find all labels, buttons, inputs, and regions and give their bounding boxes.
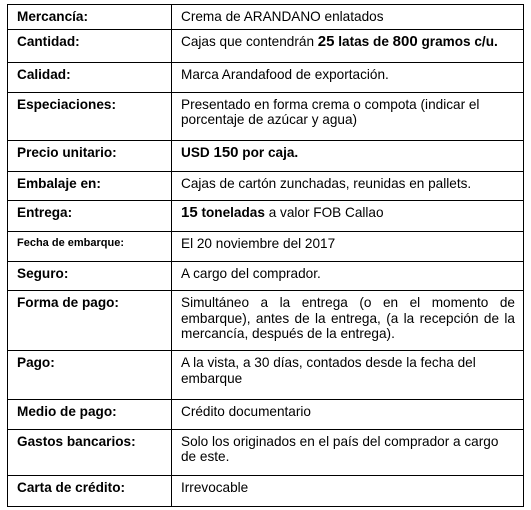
- row-value: Irrevocable: [172, 476, 524, 507]
- value-text: Cajas que contendrán: [181, 34, 318, 50]
- row-label: Especiaciones:: [8, 92, 172, 141]
- row-value: [172, 141, 524, 172]
- table-row: [8, 232, 524, 262]
- table-row: [8, 400, 524, 430]
- row-value: Crédito documentario: [172, 400, 524, 430]
- table-row: [8, 30, 524, 63]
- row-label: Mercancía:: [8, 5, 172, 30]
- table-row: [8, 291, 524, 351]
- table-row: [8, 92, 524, 141]
- row-value: [172, 30, 524, 63]
- row-label: Seguro:: [8, 261, 172, 291]
- row-label: Cantidad:: [8, 30, 172, 63]
- value-text-bold: latas de: [334, 34, 393, 50]
- row-label: Embalaje en:: [8, 171, 172, 201]
- row-value: Cajas de cartón zunchadas, reunidas en pallets.: [172, 171, 524, 201]
- row-label: Pago:: [8, 351, 172, 400]
- row-label: Forma de pago:: [8, 291, 172, 351]
- row-value: Marca Arandafood de exportación.: [172, 63, 524, 93]
- row-value: El 20 noviembre del 2017: [172, 232, 524, 262]
- table-row: [8, 5, 524, 30]
- specification-sheet: [7, 4, 524, 507]
- row-label: Entrega:: [8, 201, 172, 232]
- row-label: Gastos bancarios:: [8, 429, 172, 476]
- table-row: [8, 429, 524, 476]
- row-label: Calidad:: [8, 63, 172, 93]
- row-value: [172, 201, 524, 232]
- row-value: A cargo del comprador.: [172, 261, 524, 291]
- value-number: 800: [392, 33, 418, 51]
- row-value: Crema de ARANDANO enlatados: [172, 5, 524, 30]
- value-text-bold: gramos c/u.: [417, 34, 498, 50]
- row-value: A la vista, a 30 días, contados desde la fecha del embarque: [172, 351, 524, 400]
- value-number: 25: [317, 33, 335, 51]
- table-row: [8, 261, 524, 291]
- row-label: Fecha de embarque:: [8, 232, 172, 262]
- row-value: Presentado en forma crema o compota (indicar el porcentaje de azúcar y agua): [172, 92, 524, 141]
- row-label: Carta de crédito:: [8, 476, 172, 507]
- table-row: [8, 171, 524, 201]
- row-value: Simultáneo a la entrega (o en el momento de embarque), antes de la entrega, (a la recepción de la mercancía, después de la entrega).: [172, 291, 524, 351]
- value-text-bold: por caja.: [238, 145, 299, 161]
- table-row: [8, 201, 524, 232]
- value-number: 150: [213, 144, 239, 162]
- specification-table: [7, 4, 524, 507]
- table-row: [8, 63, 524, 93]
- value-text-bold: USD: [181, 145, 214, 161]
- row-label: Precio unitario:: [8, 141, 172, 172]
- row-value: Solo los originados en el país del comprador a cargo de este.: [172, 429, 524, 476]
- table-row: [8, 351, 524, 400]
- table-row: [8, 476, 524, 507]
- value-number: 15: [181, 204, 198, 222]
- table-row: [8, 141, 524, 172]
- row-label: Medio de pago:: [8, 400, 172, 430]
- value-text-bold: toneladas: [197, 205, 265, 221]
- value-text: a valor FOB Callao: [264, 205, 384, 221]
